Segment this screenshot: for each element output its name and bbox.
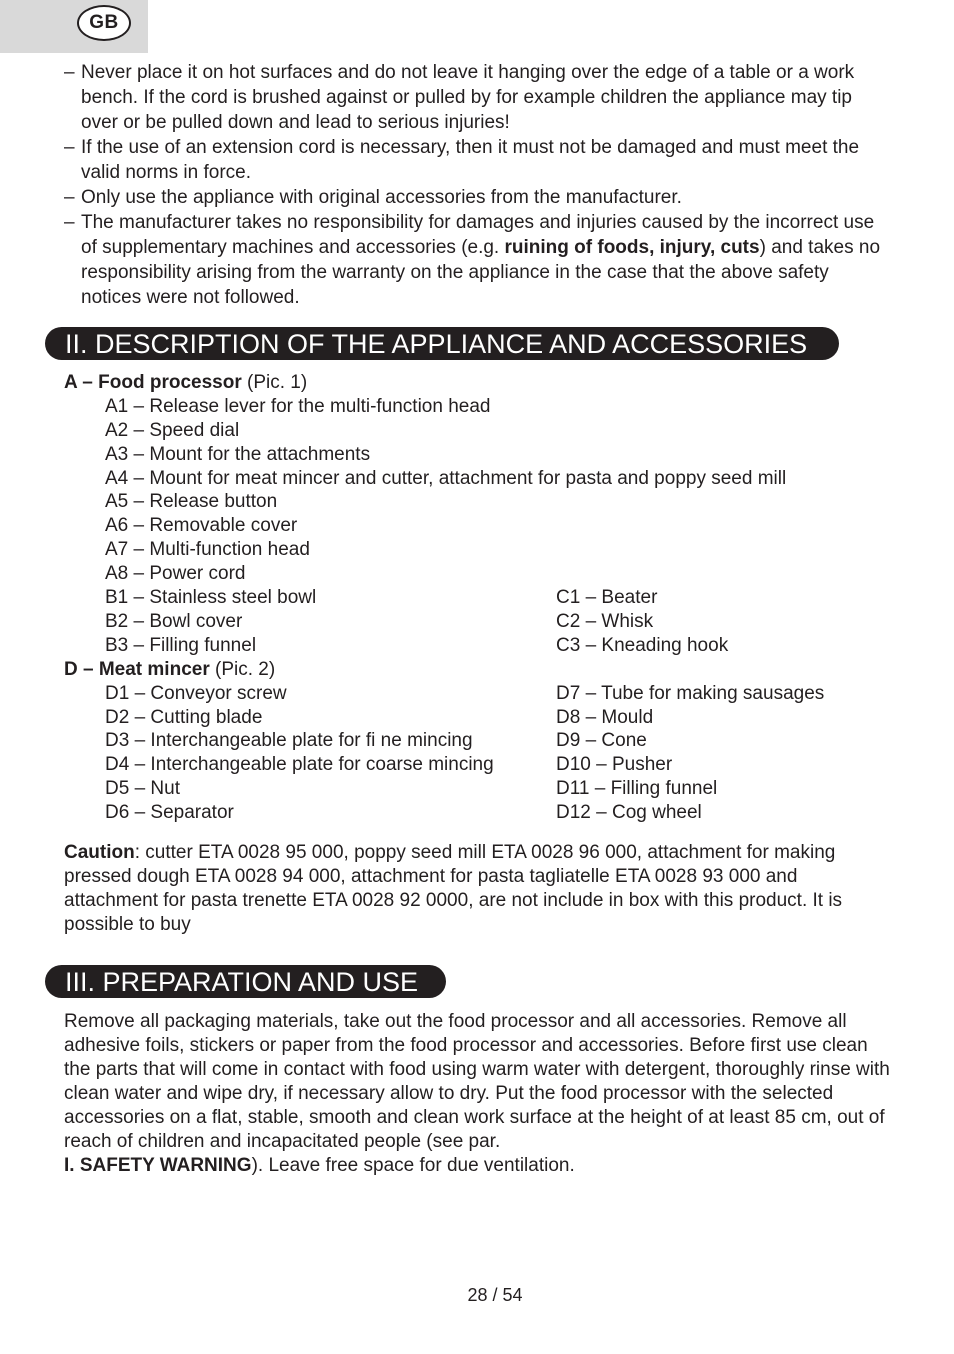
list-item: D1 – Conveyor screw (105, 683, 287, 704)
bullet-text: The manufacturer takes no responsibility for damages and injuries caused by the incorrect use of supplementary machines and accessories (e.g. (81, 212, 875, 258)
list-item: C1 – Beater (556, 587, 658, 608)
group-title-meat-mincer: D – Meat mincer (Pic. 2) (64, 659, 276, 680)
bullet-text: Never place it on hot surfaces and do not leave it hanging over the edge of a table or a work bench. If the cord is brushed against or pulled by for example children the appliance may tip over or be pulled down and lead to serious injuries! (81, 62, 855, 133)
list-item: D4 – Interchangeable plate for coarse mincing (105, 754, 494, 775)
list-item: D7 – Tube for making sausages (556, 683, 825, 704)
list-item: A5 – Release button (105, 491, 278, 512)
caution-paragraph (64, 841, 879, 937)
bullet-text: Only use the appliance with original accessories from the manufacturer. (81, 187, 682, 208)
preparation-text-end: ). Leave free space for due ventilation. (251, 1155, 575, 1176)
bullet-item (64, 60, 894, 135)
list-item: D11 – Filling funnel (556, 778, 718, 799)
bullet-dash: – (64, 187, 75, 208)
list-item: D3 – Interchangeable plate for fi ne mincing (105, 730, 473, 751)
bullet-bold-text: ruining of foods, injury, cuts (504, 237, 760, 258)
bullet-item (64, 135, 894, 185)
bullet-dash: – (64, 212, 75, 233)
list-item: A8 – Power cord (105, 563, 246, 584)
list-item: B3 – Filling funnel (105, 635, 257, 656)
safety-warning-ref: I. SAFETY WARNING (64, 1155, 252, 1176)
page-number: 28 / 54 (467, 1285, 523, 1305)
bullet-text: If the use of an extension cord is necessary, then it must not be damaged and must meet the valid norms in force. (81, 137, 860, 183)
bullet-dash: – (64, 62, 75, 83)
preparation-paragraph (64, 1010, 894, 1178)
list-item: D6 – Separator (105, 802, 234, 823)
list-item: A1 – Release lever for the multi-function head (105, 396, 491, 417)
caution-label: Caution (64, 842, 135, 863)
section-heading-preparation: III. PREPARATION AND USE (45, 965, 446, 998)
bullet-item (64, 210, 894, 310)
list-item: A3 – Mount for the attachments (105, 444, 371, 465)
caution-text: : cutter ETA 0028 95 000, poppy seed mill ETA 0028 96 000, attachment for making pressed dough ETA 0028 94 000, attachment for pasta tagliatelle ETA 0028 93 000 and attachment for pasta trenette ETA 0028 92 0000, are not include in box with this product. It is possible to buy (64, 842, 843, 935)
list-item: B2 – Bowl cover (105, 611, 243, 632)
list-item: C3 – Kneading hook (556, 635, 729, 656)
list-item: D2 – Cutting blade (105, 707, 263, 728)
list-item: D8 – Mould (556, 707, 654, 728)
bullet-dash: – (64, 137, 75, 158)
language-badge: GB (77, 5, 131, 41)
group-title-food-processor: A – Food processor (Pic. 1) (64, 372, 308, 393)
list-item: A6 – Removable cover (105, 515, 298, 536)
list-item: A7 – Multi-function head (105, 539, 310, 560)
bullet-item (64, 185, 894, 210)
preparation-text: Remove all packaging materials, take out the food processor and all accessories. Remove all adhesive foils, stickers or paper from the food processor and accessories. Before first use clean the parts that will come in contact with food using warm water with detergent, thoroughly rinse with clean water and wipe dry, if necessary allow to dry. Put the food processor with the selected accessories on a flat, stable, smooth and clean work surface at the height of at least 85 cm, out of reach of children and incapacitated people (see par. (64, 1011, 890, 1152)
safety-bullet-list (64, 60, 894, 310)
list-item: A2 – Speed dial (105, 420, 240, 441)
list-item: A4 – Mount for meat mincer and cutter, attachment for pasta and poppy seed mill (105, 468, 787, 489)
list-item: D5 – Nut (105, 778, 180, 799)
section-heading-description: II. DESCRIPTION OF THE APPLIANCE AND ACCESSORIES (45, 327, 839, 360)
list-item: B1 – Stainless steel bowl (105, 587, 317, 608)
bullet-text: ) and takes no responsibility arising from the warranty on the appliance in the case that the above safety notices were not followed. (81, 237, 881, 308)
list-item: C2 – Whisk (556, 611, 654, 632)
list-item: D10 – Pusher (556, 754, 673, 775)
list-item: D12 – Cog wheel (556, 802, 702, 823)
list-item: D9 – Cone (556, 730, 647, 751)
